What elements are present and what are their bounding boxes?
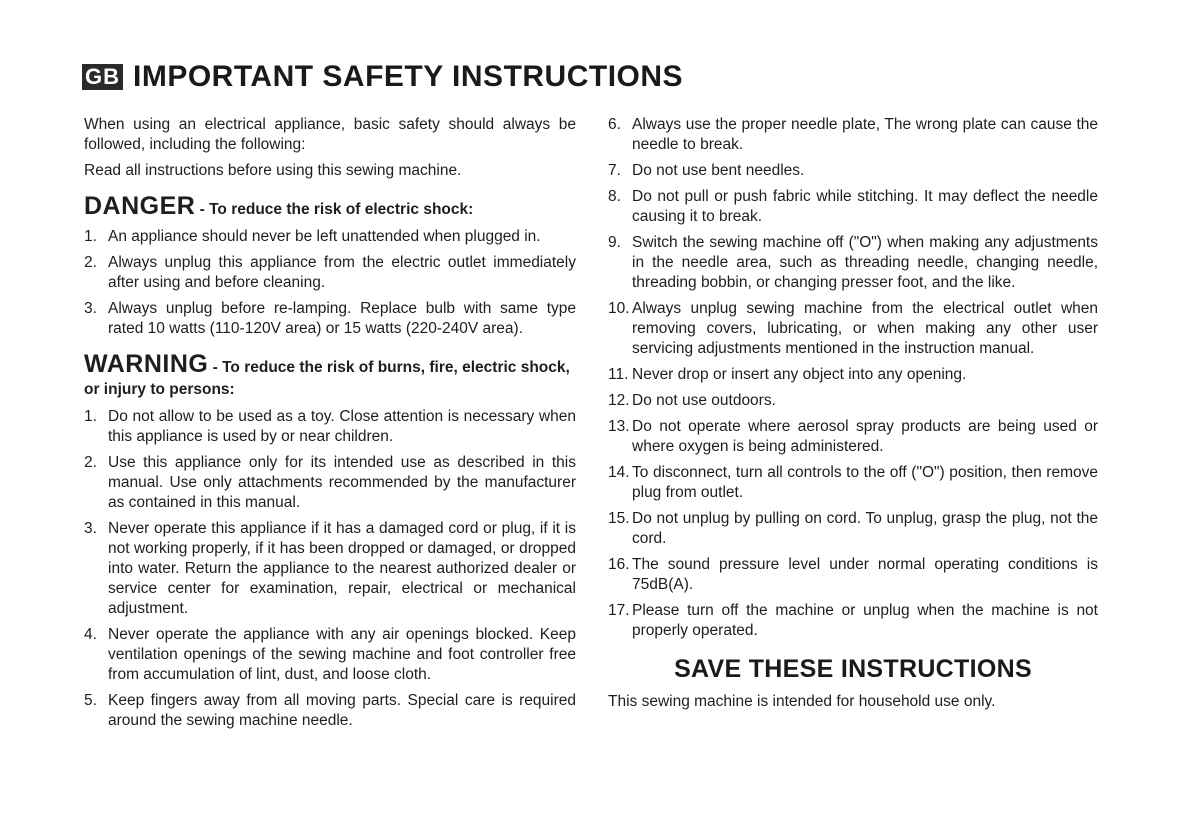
item-number: 17. — [608, 602, 630, 619]
item-number: 9. — [608, 234, 621, 251]
list-item — [608, 391, 1098, 411]
list-item — [608, 555, 1098, 595]
danger-label: DANGER — [84, 192, 196, 220]
item-text: Do not use bent needles. — [632, 162, 805, 179]
item-number: 1. — [84, 228, 97, 245]
list-item — [608, 601, 1098, 641]
page-title: IMPORTANT SAFETY INSTRUCTIONS — [133, 60, 684, 93]
item-text: Use this appliance only for its intended use as described in this manual. Use only attachments recommended by the manufacturer as contained in this manual. — [108, 454, 576, 511]
item-text: Always use the proper needle plate, The wrong plate can cause the needle to break. — [632, 116, 1098, 153]
item-text: To disconnect, turn all controls to the off ("O") position, then remove plug from outlet. — [632, 464, 1098, 501]
list-item — [608, 187, 1098, 227]
item-text: Never operate the appliance with any air openings blocked. Keep ventilation openings of the sewing machine and foot controller free from accumulation of lint, dust, and loose cloth. — [108, 626, 576, 683]
list-item — [608, 161, 1098, 181]
list-item — [84, 407, 576, 447]
item-text: Do not pull or push fabric while stitching. It may deflect the needle causing it to break. — [632, 188, 1098, 225]
item-text: Do not use outdoors. — [632, 392, 776, 409]
item-number: 5. — [84, 692, 97, 709]
item-number: 12. — [608, 392, 630, 409]
list-item — [84, 691, 576, 731]
item-text: Do not operate where aerosol spray products are being used or where oxygen is being administered. — [632, 418, 1098, 455]
list-item — [84, 299, 576, 339]
warning-label: WARNING — [84, 350, 209, 378]
item-number: 3. — [84, 520, 97, 537]
save-instructions-heading: SAVE THESE INSTRUCTIONS — [674, 655, 1032, 683]
item-text: Never operate this appliance if it has a damaged cord or plug, if it is not working properly, if it has been dropped or damaged, or dropped into water. Return the appliance to the nearest authorized dealer or service center for examination, repair, electrical or mechanical adjustment. — [108, 520, 576, 617]
item-text: Never drop or insert any object into any opening. — [632, 366, 967, 383]
item-number: 7. — [608, 162, 621, 179]
language-badge: GB — [82, 64, 123, 90]
item-text: Please turn off the machine or unplug when the machine is not properly operated. — [632, 602, 1098, 639]
item-number: 4. — [84, 626, 97, 643]
list-item — [608, 299, 1098, 359]
item-number: 3. — [84, 300, 97, 317]
list-item — [608, 463, 1098, 503]
list-item — [84, 253, 576, 293]
warning-list — [84, 407, 576, 731]
item-text: Always unplug before re-lamping. Replace bulb with same type rated 10 watts (110-120V area) or 15 watts (220-240V area). — [108, 300, 576, 337]
item-number: 13. — [608, 418, 630, 435]
list-item — [608, 509, 1098, 549]
item-text: The sound pressure level under normal operating conditions is 75dB(A). — [632, 556, 1098, 593]
household-use-note: This sewing machine is intended for household use only. — [608, 693, 996, 710]
danger-heading — [84, 192, 576, 221]
list-item — [84, 519, 576, 619]
item-number: 16. — [608, 556, 630, 573]
item-number: 11. — [608, 366, 629, 383]
item-text: Do not unplug by pulling on cord. To unplug, grasp the plug, not the cord. — [632, 510, 1098, 547]
danger-list — [84, 227, 576, 339]
item-text: Keep fingers away from all moving parts. Special care is required around the sewing machine needle. — [108, 692, 576, 729]
list-item — [608, 417, 1098, 457]
item-number: 14. — [608, 464, 630, 481]
danger-subtitle: - To reduce the risk of electric shock: — [195, 201, 474, 218]
warning-subtitle: - To reduce the risk of burns, fire, electric shock, or injury to persons: — [84, 359, 570, 398]
list-item — [608, 233, 1098, 293]
item-number: 8. — [608, 188, 621, 205]
item-number: 6. — [608, 116, 621, 133]
item-text: Always unplug sewing machine from the electrical outlet when removing covers, lubricating, or when making any other user servicing adjustments mentioned in the instruction manual. — [632, 300, 1098, 357]
left-column — [84, 115, 576, 737]
list-item — [608, 365, 1098, 385]
item-number: 15. — [608, 510, 630, 527]
item-text: Switch the sewing machine off ("O") when making any adjustments in the needle area, such as threading needle, changing needle, threading bobbin, or changing presser foot, and the like. — [632, 234, 1098, 291]
item-number: 2. — [84, 254, 97, 271]
item-number: 1. — [84, 408, 97, 425]
item-text: Always unplug this appliance from the electric outlet immediately after using and before cleaning. — [108, 254, 576, 291]
list-item — [84, 227, 576, 247]
item-text: An appliance should never be left unattended when plugged in. — [108, 228, 541, 245]
title-row — [82, 60, 683, 94]
list-item — [84, 625, 576, 685]
right-column — [608, 115, 1098, 712]
list-item — [608, 115, 1098, 155]
item-number: 2. — [84, 454, 97, 471]
intro-text: When using an electrical appliance, basic safety should always be followed, including the following: — [84, 116, 576, 153]
instructions-list — [608, 115, 1098, 641]
item-text: Do not allow to be used as a toy. Close attention is necessary when this appliance is used by or near children. — [108, 408, 576, 445]
list-item — [84, 453, 576, 513]
item-number: 10. — [608, 300, 630, 317]
intro-read-note: Read all instructions before using this sewing machine. — [84, 162, 462, 179]
warning-heading — [84, 350, 576, 401]
